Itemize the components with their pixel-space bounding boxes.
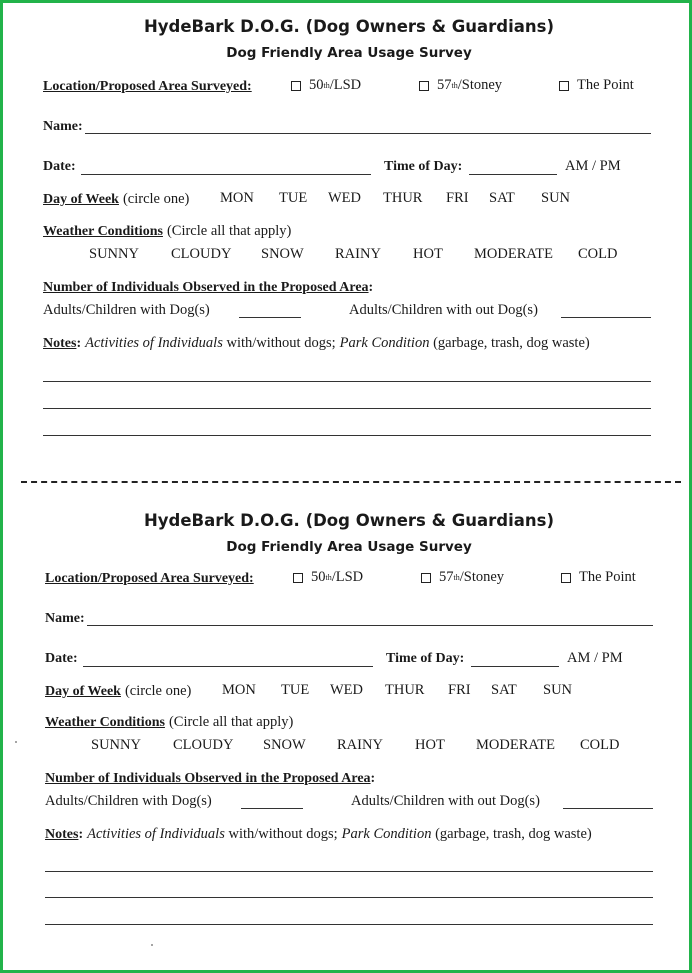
survey-form-bottom	[3, 495, 692, 955]
day-of-week-row	[43, 190, 189, 208]
with-dogs-count-field[interactable]	[239, 317, 301, 318]
weather-option-sunny[interactable]: SUNNY	[89, 246, 139, 262]
scan-speck	[15, 741, 17, 743]
notes-park-detail: (garbage, trash, dog waste)	[429, 335, 590, 351]
weather-row	[45, 713, 293, 731]
weather-option-cloudy[interactable]: CLOUDY	[171, 246, 232, 262]
weather-option-cold[interactable]: COLD	[578, 246, 618, 262]
weather-option-rainy[interactable]: RAINY	[337, 737, 383, 753]
individuals-label: Number of Individuals Observed in the Proposed Area	[45, 771, 371, 786]
weather-option-rainy[interactable]: RAINY	[335, 246, 381, 262]
notes-activities: Activities of Individuals	[85, 335, 223, 351]
form-title: HydeBark D.O.G. (Dog Owners & Guardians)	[143, 17, 555, 36]
day-option-thur[interactable]: THUR	[385, 682, 425, 698]
location-label: Location/Proposed Area Surveyed:	[43, 79, 252, 94]
individuals-label: Number of Individuals Observed in the Proposed Area	[43, 280, 369, 295]
notes-line-1[interactable]	[43, 381, 651, 382]
without-dogs-count-field[interactable]	[561, 317, 651, 318]
checkbox-icon[interactable]	[419, 81, 429, 91]
checkbox-icon[interactable]	[291, 81, 301, 91]
day-option-sat[interactable]: SAT	[489, 190, 515, 206]
weather-option-moderate[interactable]: MODERATE	[474, 246, 553, 262]
weather-option-hot[interactable]: HOT	[413, 246, 443, 262]
notes-with-without: with/without dogs;	[224, 826, 338, 842]
day-of-week-row	[45, 682, 191, 700]
location-checkbox-the-point[interactable]: The Point	[561, 569, 636, 586]
weather-label: Weather Conditions	[45, 715, 165, 730]
weather-label: Weather Conditions	[43, 224, 163, 239]
location-checkbox-57th-stoney[interactable]: 57 th /Stoney	[419, 77, 502, 94]
checkbox-icon[interactable]	[559, 81, 569, 91]
weather-hint: (Circle all that apply)	[168, 714, 294, 730]
checkbox-icon[interactable]	[293, 573, 303, 583]
weather-option-moderate[interactable]: MODERATE	[476, 737, 555, 753]
location-label: Location/Proposed Area Surveyed:	[45, 571, 254, 586]
without-dogs-label: Adults/Children with out Dog(s)	[349, 302, 538, 318]
day-option-tue[interactable]: TUE	[281, 682, 310, 698]
notes-row: Notes: Activities of Individuals with/without dogs; Park Condition (garbage, trash, dog waste)	[45, 826, 592, 842]
notes-park-condition: Park Condition	[339, 335, 430, 351]
day-option-mon[interactable]: MON	[222, 682, 256, 698]
day-option-fri[interactable]: FRI	[448, 682, 471, 698]
notes-line-2[interactable]	[45, 897, 653, 898]
day-of-week-label: Day of Week	[45, 684, 121, 699]
individuals-row: Number of Individuals Observed in the Proposed Area:	[45, 771, 376, 786]
day-option-sun[interactable]: SUN	[543, 682, 573, 698]
name-field[interactable]	[87, 625, 653, 626]
notes-with-without: with/without dogs;	[222, 335, 336, 351]
weather-option-hot[interactable]: HOT	[415, 737, 445, 753]
with-dogs-label: Adults/Children with Dog(s)	[43, 302, 210, 318]
day-of-week-hint: (circle one)	[122, 191, 190, 207]
name-field[interactable]	[85, 133, 651, 134]
day-option-wed[interactable]: WED	[328, 190, 362, 206]
notes-activities: Activities of Individuals	[87, 826, 225, 842]
with-dogs-label: Adults/Children with Dog(s)	[45, 793, 212, 809]
day-option-sun[interactable]: SUN	[541, 190, 571, 206]
day-option-mon[interactable]: MON	[220, 190, 254, 206]
location-checkbox-50th-lsd[interactable]: 50 th /LSD	[291, 77, 361, 94]
name-label: Name:	[43, 119, 83, 134]
notes-row: Notes: Activities of Individuals with/without dogs; Park Condition (garbage, trash, dog waste)	[43, 335, 590, 351]
weather-option-snow[interactable]: SNOW	[261, 246, 304, 262]
form-subtitle: Dog Friendly Area Usage Survey	[226, 45, 472, 61]
time-of-day-label: Time of Day:	[386, 651, 465, 666]
weather-option-snow[interactable]: SNOW	[263, 737, 306, 753]
notes-line-3[interactable]	[43, 435, 651, 436]
am-pm-options[interactable]: AM / PM	[567, 650, 623, 666]
day-option-tue[interactable]: TUE	[279, 190, 308, 206]
scan-speck	[151, 944, 153, 946]
notes-label: Notes	[43, 336, 77, 351]
form-title: HydeBark D.O.G. (Dog Owners & Guardians)	[143, 511, 555, 530]
date-label: Date:	[45, 651, 78, 666]
location-checkbox-57th-stoney[interactable]: 57 th /Stoney	[421, 569, 504, 586]
notes-line-3[interactable]	[45, 924, 653, 925]
time-of-day-field[interactable]	[471, 666, 559, 667]
weather-hint: (Circle all that apply)	[166, 223, 292, 239]
individuals-row: Number of Individuals Observed in the Proposed Area:	[43, 280, 374, 295]
weather-option-sunny[interactable]: SUNNY	[91, 737, 141, 753]
notes-line-1[interactable]	[45, 871, 653, 872]
weather-row	[43, 222, 291, 240]
notes-line-2[interactable]	[43, 408, 651, 409]
survey-form-top	[3, 3, 692, 463]
day-option-thur[interactable]: THUR	[383, 190, 423, 206]
am-pm-options[interactable]: AM / PM	[565, 158, 621, 174]
checkbox-icon[interactable]	[421, 573, 431, 583]
checkbox-icon[interactable]	[561, 573, 571, 583]
weather-option-cold[interactable]: COLD	[580, 737, 620, 753]
day-option-wed[interactable]: WED	[330, 682, 364, 698]
notes-park-detail: (garbage, trash, dog waste)	[431, 826, 592, 842]
weather-option-cloudy[interactable]: CLOUDY	[173, 737, 234, 753]
day-of-week-hint: (circle one)	[124, 683, 192, 699]
date-label: Date:	[43, 159, 76, 174]
date-field[interactable]	[83, 666, 373, 667]
form-subtitle: Dog Friendly Area Usage Survey	[226, 539, 472, 555]
location-checkbox-50th-lsd[interactable]: 50 th /LSD	[293, 569, 363, 586]
without-dogs-count-field[interactable]	[563, 808, 653, 809]
time-of-day-label: Time of Day:	[384, 159, 463, 174]
day-of-week-label: Day of Week	[43, 192, 119, 207]
notes-park-condition: Park Condition	[341, 826, 432, 842]
location-checkbox-the-point[interactable]: The Point	[559, 77, 634, 94]
day-option-sat[interactable]: SAT	[491, 682, 517, 698]
day-option-fri[interactable]: FRI	[446, 190, 469, 206]
with-dogs-count-field[interactable]	[241, 808, 303, 809]
time-of-day-field[interactable]	[469, 174, 557, 175]
date-field[interactable]	[81, 174, 371, 175]
cut-line-divider	[21, 481, 681, 483]
without-dogs-label: Adults/Children with out Dog(s)	[351, 793, 540, 809]
notes-label: Notes	[45, 827, 79, 842]
name-label: Name:	[45, 611, 85, 626]
